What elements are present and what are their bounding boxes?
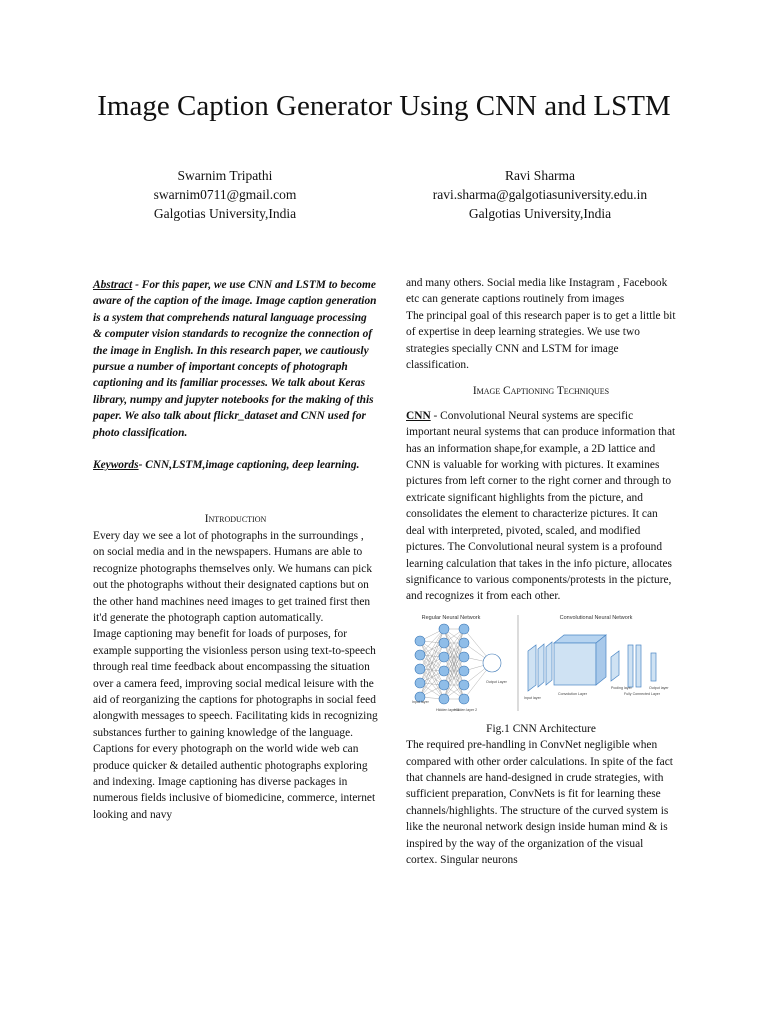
author-1 [120, 166, 330, 223]
keywords [93, 457, 378, 473]
nn-neuron [439, 666, 449, 676]
section-heading-techniques: Image Captioning Techniques [472, 385, 610, 398]
abstract [93, 277, 378, 441]
cnn-label-conv: Convolution Layer [558, 691, 587, 696]
nn-neuron [459, 666, 469, 676]
cnn-paragraph [406, 408, 676, 605]
nn-neuron [439, 652, 449, 662]
keywords-label: Keywords [93, 459, 139, 472]
author-affiliation: Galgotias University,India [468, 206, 612, 221]
intro-continuation: and many others. Social media like Instagram , Facebook etc can generate captions routinely from images [406, 277, 668, 306]
intro-paragraph-2: Image captioning may benefit for loads of purposes, for example supporting the visionless person using text-to-speech through real time feedback about encompassing the situation over a camera feed, improving social medical leisure with the aid of reorganizing the captions for photographs in social feed alongwith messages to speech. Facilitating kids in recognizing substances further to gaining knowledge of the language. Captions for every photograph on the world wide web can produce quicker & detailed authentic photographs exploring and indexing. Image captioning has diverse packages in numerous fields inclusive of biomedicine, commerce, internet looking and navy [93, 628, 378, 821]
author-email: swarnim0711@gmail.com [153, 187, 297, 202]
paper-title: Image Caption Generator Using CNN and LSTM [97, 90, 671, 122]
nn-neuron [459, 694, 469, 704]
author-affiliation: Galgotias University,India [153, 206, 297, 221]
cnn-label: CNN [406, 409, 431, 422]
nn-neuron [439, 624, 449, 634]
nn-label-hidden1: Hidden layer 1 [436, 707, 460, 712]
left-column [93, 277, 378, 823]
cnn-text: - Convolutional Neural systems are specific important neural systems that can produce information that has an information shape,for example, a 2D lattice and CNN is valuable for working with pictures. It examines pictures from left corner to the right corner and through to extricate significant highlights from the picture, and consolidates the element to characterize pictures. It can deal with interpreted, pivoted, scaled, and modified pictures. The Convolutional neural system is a profound learning calculation that takes in the info picture, allocates significance to various components/protests in the picture, and recognizes it from each other. [406, 409, 676, 603]
nn-label-input: Input layer [412, 699, 429, 704]
cnn-label-output: Output layer [649, 685, 669, 690]
abstract-label: Abstract [93, 279, 133, 291]
keywords-text: - CNN,LSTM,image captioning, deep learning. [138, 459, 360, 472]
intro-paragraph-1: Every day we see a lot of photographs in the surroundings , on social media and in the newspapers. Humans are able to recognize photographs themselves only. We humans can pick out the photographs without their designated captions but on the other hand machines need images to get trained first then it'd generate the photograph caption automatically. [93, 529, 373, 624]
nn-neuron [439, 694, 449, 704]
right-column [406, 275, 676, 868]
nn-label-hidden2: Hidden layer 2 [454, 707, 478, 712]
cnn-label-input: Input layer [524, 695, 541, 700]
section-heading-introduction: Introduction [204, 513, 267, 526]
nn-neuron [415, 650, 425, 660]
nn-neuron [439, 680, 449, 690]
author-name: Ravi Sharma [504, 168, 576, 183]
goal-paragraph: The principal goal of this research paper is to get a little bit of expertise in deep learning strategies. We use two strategies specially CNN and LSTM for image classification. [406, 309, 676, 372]
nn-neuron [459, 638, 469, 648]
nn-neuron [459, 652, 469, 662]
nn-neuron [415, 678, 425, 688]
nn-neuron [459, 680, 469, 690]
cnn-label-pool: Pooling layer [611, 685, 632, 690]
nn-label-output: Output Layer [486, 679, 507, 684]
author-email: ravi.sharma@galgotiasuniversity.edu.in [432, 187, 648, 202]
nn-neuron [415, 636, 425, 646]
nn-neuron [483, 654, 501, 672]
figure-caption: Fig.1 CNN Architecture [486, 722, 596, 735]
figure-right-title: Convolutional Neural Network [559, 614, 633, 621]
cnn-architecture-figure [406, 611, 676, 715]
author-2 [420, 166, 660, 223]
nn-neuron [459, 624, 469, 634]
figure-graphic [406, 611, 676, 715]
nn-neuron [439, 638, 449, 648]
nn-neuron [415, 664, 425, 674]
author-name: Swarnim Tripathi [177, 168, 273, 183]
after-figure-paragraph: The required pre-handling in ConvNet negligible when compared with other order calculations. In spite of the fact that channels are hand-designed in crude strategies, with sufficient preparation, ConvNets is fit for learning these channels/highlights. The structure of the curved system is like the neuronal network design inside human mind & is inspired by the way of the organization of the visual cortex. Singular neurons [406, 739, 673, 866]
abstract-text: - For this paper, we use CNN and LSTM to become aware of the caption of the image. Image caption generation is a system that comprehends natural language processing & computer vision standards to recognize the connection of the image in English. In this research paper, we cautiously pursue a number of important concepts of photograph captioning and its familiar processes. We talk about Keras library, numpy and jupyter notebooks for the making of this paper. We also talk about flickr_dataset and CNN used for photo classification. [93, 279, 377, 439]
cnn-label-fc: Fully Connected Layer [624, 691, 660, 696]
figure-left-title: Regular Neural Network [421, 614, 481, 621]
